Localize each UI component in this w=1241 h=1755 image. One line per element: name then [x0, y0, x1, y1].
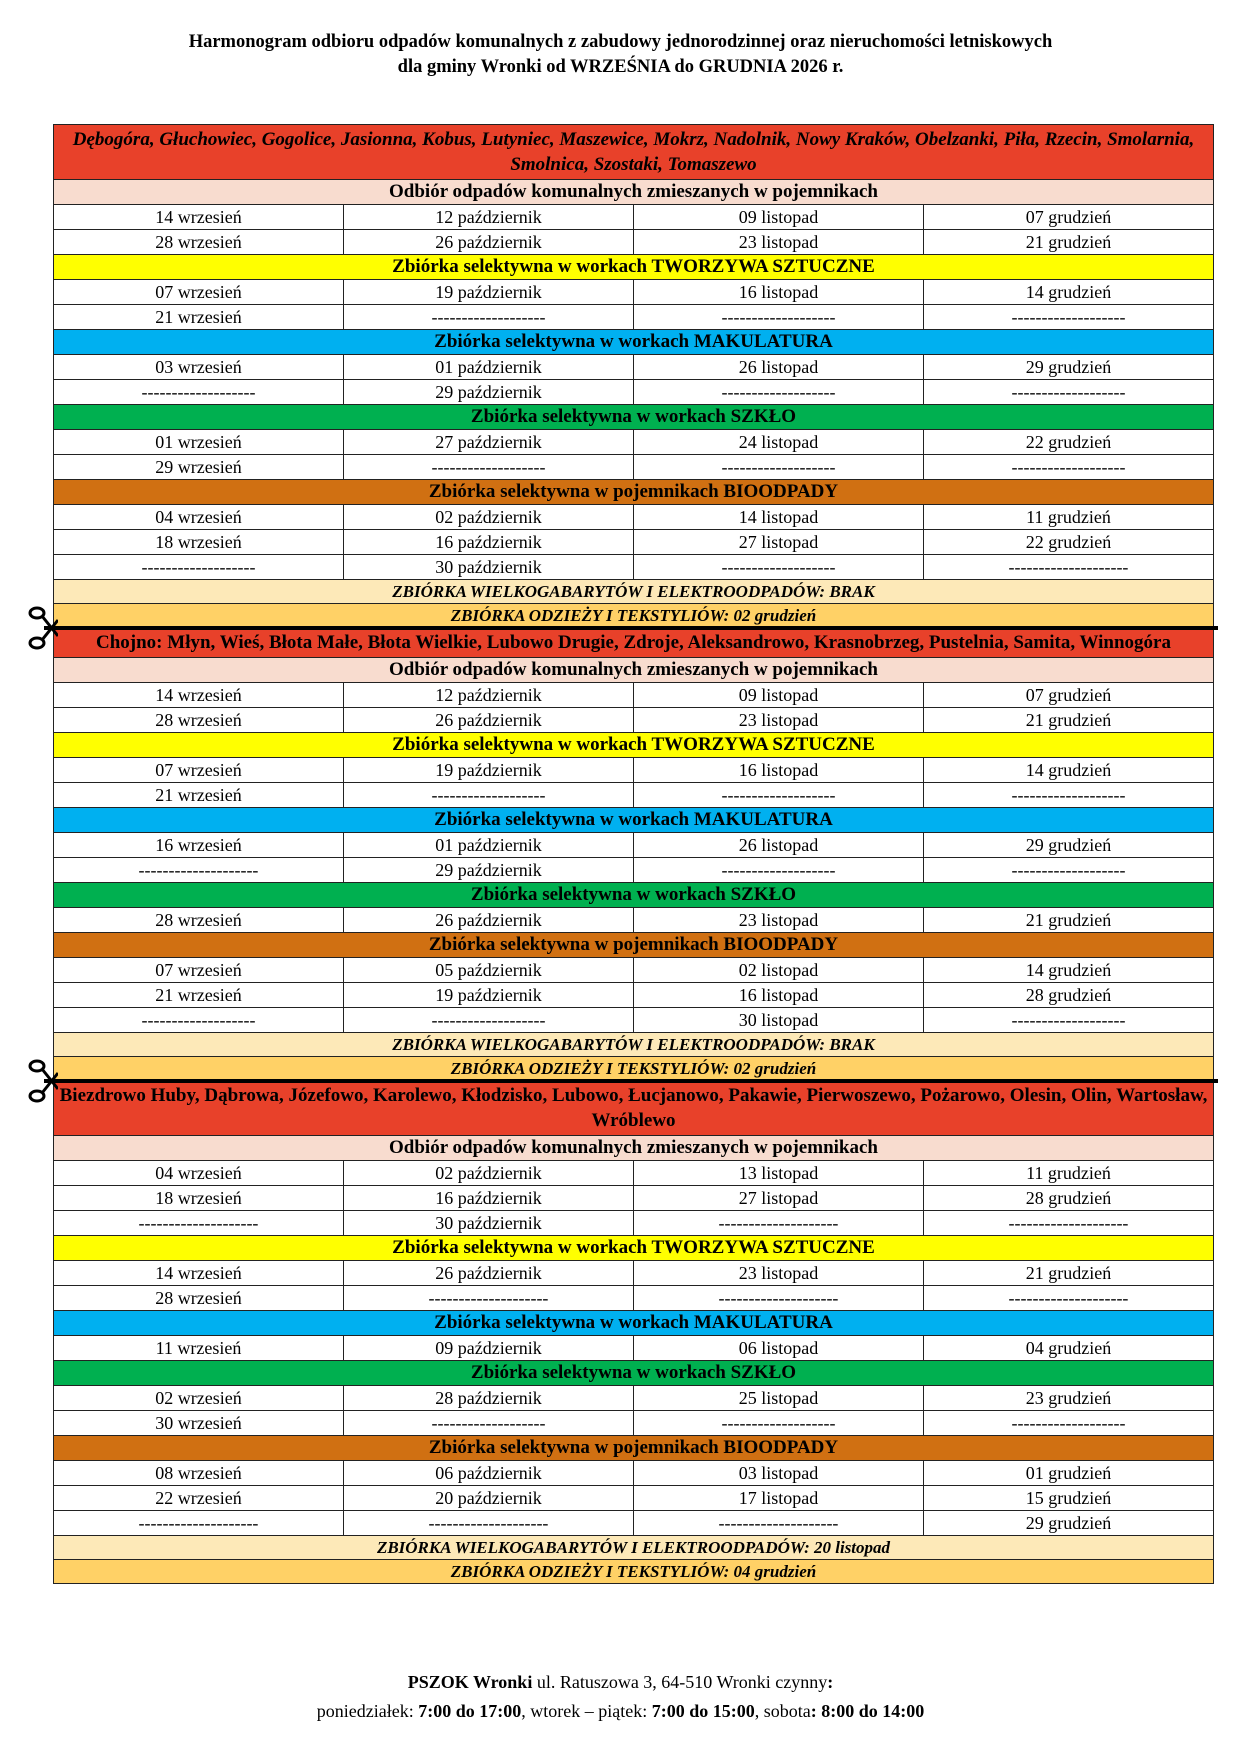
date-cell: 12 październik: [344, 683, 634, 708]
date-cell: 29 wrzesień: [54, 455, 344, 480]
pszok-colon: :: [827, 1672, 834, 1692]
date-cell: 03 listopad: [634, 1461, 924, 1486]
date-cell: 09 listopad: [634, 205, 924, 230]
date-cell: 06 listopad: [634, 1336, 924, 1361]
date-cell: 19 październik: [344, 758, 634, 783]
date-cell: 20 październik: [344, 1486, 634, 1511]
date-cell: 28 wrzesień: [54, 230, 344, 255]
date-cell: 04 grudzień: [924, 1336, 1214, 1361]
date-cell: 14 listopad: [634, 505, 924, 530]
collection-type-mixed: Odbiór odpadów komunalnych zmieszanych w pojemnikach: [54, 1136, 1214, 1161]
bulky-waste-note: ZBIÓRKA WIELKOGABARYTÓW I ELEKTROODPADÓW: 20 listopad: [54, 1536, 1214, 1560]
date-row: [54, 1486, 1214, 1511]
date-cell: 18 wrzesień: [54, 530, 344, 555]
date-cell: --------------------: [924, 1286, 1214, 1311]
collection-type-plastic: Zbiórka selektywna w workach TWORZYWA SZTUCZNE: [54, 733, 1214, 758]
date-cell: -------------------: [634, 305, 924, 330]
date-row: [54, 983, 1214, 1008]
date-cell: 28 wrzesień: [54, 708, 344, 733]
collection-type-row: [54, 1436, 1214, 1461]
hours-sat: : 8:00 do 14:00: [810, 1701, 925, 1721]
date-row: [54, 1411, 1214, 1436]
hours-day-sat: , sobota: [754, 1701, 811, 1721]
date-cell: 02 październik: [344, 1161, 634, 1186]
date-cell: 16 listopad: [634, 758, 924, 783]
date-row: [54, 505, 1214, 530]
date-cell: 23 listopad: [634, 1261, 924, 1286]
date-cell: 07 grudzień: [924, 205, 1214, 230]
schedule-grid: [53, 124, 1214, 1584]
region-title: Dębogóra, Głuchowiec, Gogolice, Jasionna, Kobus, Lutyniec, Maszewice, Mokrz, Nadolnik, Nowy Kraków, Obelzanki, Piła, Rzecin, Smolarnia, Smolnica, Szostaki, Tomaszewo: [54, 125, 1214, 180]
collection-type-row: [54, 733, 1214, 758]
date-cell: 28 grudzień: [924, 1186, 1214, 1211]
hours-day-tue-fri: , wtorek – piątek:: [521, 1701, 652, 1721]
date-cell: 21 grudzień: [924, 708, 1214, 733]
date-cell: 07 wrzesień: [54, 280, 344, 305]
collection-type-row: [54, 405, 1214, 430]
date-cell: --------------------: [344, 1286, 634, 1311]
date-cell: -------------------: [634, 1411, 924, 1436]
date-cell: 16 listopad: [634, 280, 924, 305]
date-cell: 19 październik: [344, 983, 634, 1008]
date-row: [54, 355, 1214, 380]
textile-note: ZBIÓRKA ODZIEŻY I TEKSTYLIÓW: 04 grudzień: [54, 1560, 1214, 1584]
region-title: Biezdrowo Huby, Dąbrowa, Józefowo, Karolewo, Kłodzisko, Lubowo, Łucjanowo, Pakawie, Pierwoszewo, Pożarowo, Olesin, Olin, Wartosław, Wróblewo: [54, 1081, 1214, 1136]
date-cell: -------------------: [54, 380, 344, 405]
date-cell: 14 grudzień: [924, 280, 1214, 305]
date-row: [54, 205, 1214, 230]
date-cell: 19 październik: [344, 280, 634, 305]
date-cell: -------------------: [634, 380, 924, 405]
date-cell: 14 wrzesień: [54, 683, 344, 708]
date-cell: 28 wrzesień: [54, 1286, 344, 1311]
date-cell: -------------------: [924, 380, 1214, 405]
date-cell: 04 wrzesień: [54, 1161, 344, 1186]
date-row: [54, 858, 1214, 883]
date-cell: 21 wrzesień: [54, 305, 344, 330]
date-cell: --------------------: [634, 1511, 924, 1536]
date-cell: --------------------: [924, 1211, 1214, 1236]
date-cell: 03 wrzesień: [54, 355, 344, 380]
date-cell: 01 październik: [344, 833, 634, 858]
date-cell: 30 listopad: [634, 1008, 924, 1033]
date-cell: -------------------: [924, 858, 1214, 883]
date-row: [54, 1161, 1214, 1186]
date-cell: --------------------: [344, 1511, 634, 1536]
date-cell: 26 październik: [344, 230, 634, 255]
date-row: [54, 555, 1214, 580]
collection-type-row: [54, 1311, 1214, 1336]
bulky-waste-note: ZBIÓRKA WIELKOGABARYTÓW I ELEKTROODPADÓW: BRAK: [54, 1033, 1214, 1057]
date-cell: 05 październik: [344, 958, 634, 983]
date-cell: 11 grudzień: [924, 1161, 1214, 1186]
collection-type-plastic: Zbiórka selektywna w workach TWORZYWA SZTUCZNE: [54, 1236, 1214, 1261]
collection-type-row: [54, 180, 1214, 205]
date-cell: 29 grudzień: [924, 1511, 1214, 1536]
hours-day-mon: poniedziałek:: [316, 1701, 419, 1721]
date-cell: 22 grudzień: [924, 530, 1214, 555]
date-row: [54, 280, 1214, 305]
date-cell: 02 wrzesień: [54, 1386, 344, 1411]
date-cell: 01 wrzesień: [54, 430, 344, 455]
date-cell: -------------------: [344, 1008, 634, 1033]
date-cell: 21 grudzień: [924, 230, 1214, 255]
date-cell: 29 grudzień: [924, 833, 1214, 858]
date-cell: 27 październik: [344, 430, 634, 455]
pszok-address-line: [0, 1668, 1241, 1697]
date-cell: -------------------: [54, 1008, 344, 1033]
date-cell: 29 październik: [344, 858, 634, 883]
date-row: [54, 833, 1214, 858]
date-cell: 21 grudzień: [924, 1261, 1214, 1286]
date-row: [54, 305, 1214, 330]
textile-row: [54, 1057, 1214, 1081]
date-cell: 06 październik: [344, 1461, 634, 1486]
schedule-table: [53, 124, 1214, 1584]
date-cell: --------------------: [54, 1511, 344, 1536]
collection-type-paper: Zbiórka selektywna w workach MAKULATURA: [54, 330, 1214, 355]
collection-type-row: [54, 658, 1214, 683]
hours-tue-fri: 7:00 do 15:00: [651, 1701, 755, 1721]
hours-mon: 7:00 do 17:00: [418, 1701, 522, 1721]
pszok-address: ul. Ratuszowa 3, 64-510 Wronki czynny: [532, 1672, 828, 1692]
date-row: [54, 455, 1214, 480]
date-row: [54, 1461, 1214, 1486]
collection-type-paper: Zbiórka selektywna w workach MAKULATURA: [54, 1311, 1214, 1336]
date-row: [54, 380, 1214, 405]
region-header-row: [54, 1081, 1214, 1136]
date-cell: 21 wrzesień: [54, 983, 344, 1008]
date-cell: 12 październik: [344, 205, 634, 230]
pszok-name: PSZOK Wronki: [407, 1672, 533, 1692]
date-cell: 11 grudzień: [924, 505, 1214, 530]
date-cell: --------------------: [924, 555, 1214, 580]
date-cell: 28 październik: [344, 1386, 634, 1411]
collection-type-row: [54, 1236, 1214, 1261]
title-line-2: dla gminy Wronki od WRZEŚNIA do GRUDNIA 2026 r.: [397, 57, 844, 77]
date-cell: 15 grudzień: [924, 1486, 1214, 1511]
date-cell: -------------------: [344, 305, 634, 330]
date-cell: 30 wrzesień: [54, 1411, 344, 1436]
date-cell: 16 wrzesień: [54, 833, 344, 858]
date-cell: --------------------: [634, 1286, 924, 1311]
date-row: [54, 908, 1214, 933]
date-row: [54, 1386, 1214, 1411]
collection-type-mixed: Odbiór odpadów komunalnych zmieszanych w pojemnikach: [54, 180, 1214, 205]
date-cell: -------------------: [344, 1411, 634, 1436]
date-cell: 28 grudzień: [924, 983, 1214, 1008]
date-cell: 07 grudzień: [924, 683, 1214, 708]
date-row: [54, 1336, 1214, 1361]
date-cell: 26 październik: [344, 708, 634, 733]
date-cell: -------------------: [924, 783, 1214, 808]
date-cell: 14 grudzień: [924, 958, 1214, 983]
date-row: [54, 958, 1214, 983]
date-cell: 14 wrzesień: [54, 205, 344, 230]
date-cell: 27 listopad: [634, 1186, 924, 1211]
collection-type-row: [54, 883, 1214, 908]
date-cell: 16 październik: [344, 1186, 634, 1211]
collection-type-mixed: Odbiór odpadów komunalnych zmieszanych w pojemnikach: [54, 658, 1214, 683]
date-cell: 09 listopad: [634, 683, 924, 708]
date-row: [54, 1286, 1214, 1311]
textile-row: [54, 1560, 1214, 1584]
date-cell: -------------------: [634, 455, 924, 480]
bulky-waste-row: [54, 1536, 1214, 1560]
collection-type-row: [54, 808, 1214, 833]
date-cell: 11 wrzesień: [54, 1336, 344, 1361]
date-cell: -------------------: [924, 455, 1214, 480]
date-cell: 23 listopad: [634, 708, 924, 733]
date-row: [54, 758, 1214, 783]
date-row: [54, 1261, 1214, 1286]
textile-note: ZBIÓRKA ODZIEŻY I TEKSTYLIÓW: 02 grudzień: [54, 1057, 1214, 1081]
date-cell: -------------------: [634, 783, 924, 808]
date-cell: 18 wrzesień: [54, 1186, 344, 1211]
date-cell: -------------------: [924, 1008, 1214, 1033]
collection-type-bio: Zbiórka selektywna w pojemnikach BIOODPADY: [54, 480, 1214, 505]
date-cell: 22 wrzesień: [54, 1486, 344, 1511]
date-cell: 26 październik: [344, 908, 634, 933]
date-cell: -------------------: [924, 305, 1214, 330]
date-cell: 26 listopad: [634, 833, 924, 858]
pszok-hours-line: [0, 1697, 1241, 1726]
collection-type-bio: Zbiórka selektywna w pojemnikach BIOODPADY: [54, 1436, 1214, 1461]
date-cell: 23 listopad: [634, 230, 924, 255]
date-cell: 02 listopad: [634, 958, 924, 983]
date-cell: 07 wrzesień: [54, 958, 344, 983]
collection-type-row: [54, 1136, 1214, 1161]
date-row: [54, 530, 1214, 555]
date-row: [54, 783, 1214, 808]
date-cell: 09 październik: [344, 1336, 634, 1361]
date-cell: 29 październik: [344, 380, 634, 405]
date-row: [54, 708, 1214, 733]
date-cell: 04 wrzesień: [54, 505, 344, 530]
date-cell: 26 listopad: [634, 355, 924, 380]
region-header-row: [54, 125, 1214, 180]
collection-type-paper: Zbiórka selektywna w workach MAKULATURA: [54, 808, 1214, 833]
date-cell: 07 wrzesień: [54, 758, 344, 783]
date-row: [54, 1211, 1214, 1236]
date-cell: 30 październik: [344, 555, 634, 580]
date-cell: 27 listopad: [634, 530, 924, 555]
date-cell: 01 grudzień: [924, 1461, 1214, 1486]
date-cell: 25 listopad: [634, 1386, 924, 1411]
collection-type-row: [54, 480, 1214, 505]
collection-type-row: [54, 1361, 1214, 1386]
date-cell: -------------------: [54, 555, 344, 580]
date-cell: 16 listopad: [634, 983, 924, 1008]
region-title: Chojno: Młyn, Wieś, Błota Małe, Błota Wielkie, Lubowo Drugie, Zdroje, Aleksandrowo, Krasnobrzeg, Pustelnia, Samita, Winnogóra: [54, 628, 1214, 658]
date-cell: 23 listopad: [634, 908, 924, 933]
date-cell: --------------------: [54, 858, 344, 883]
date-cell: 21 wrzesień: [54, 783, 344, 808]
date-cell: 23 grudzień: [924, 1386, 1214, 1411]
date-cell: 14 grudzień: [924, 758, 1214, 783]
date-cell: 29 grudzień: [924, 355, 1214, 380]
bulky-waste-row: [54, 580, 1214, 604]
collection-type-row: [54, 330, 1214, 355]
date-row: [54, 230, 1214, 255]
date-cell: 16 październik: [344, 530, 634, 555]
date-cell: 26 październik: [344, 1261, 634, 1286]
date-cell: 02 październik: [344, 505, 634, 530]
bulky-waste-row: [54, 1033, 1214, 1057]
collection-type-row: [54, 933, 1214, 958]
date-cell: --------------------: [54, 1211, 344, 1236]
collection-type-glass: Zbiórka selektywna w workach SZKŁO: [54, 405, 1214, 430]
textile-row: [54, 604, 1214, 628]
collection-type-plastic: Zbiórka selektywna w workach TWORZYWA SZTUCZNE: [54, 255, 1214, 280]
textile-note: ZBIÓRKA ODZIEŻY I TEKSTYLIÓW: 02 grudzień: [54, 604, 1214, 628]
date-cell: -------------------: [344, 783, 634, 808]
date-row: [54, 1008, 1214, 1033]
date-row: [54, 1186, 1214, 1211]
date-cell: 01 październik: [344, 355, 634, 380]
date-row: [54, 430, 1214, 455]
date-cell: -------------------: [924, 1411, 1214, 1436]
pszok-info: [0, 1668, 1241, 1726]
date-cell: 30 październik: [344, 1211, 634, 1236]
bulky-waste-note: ZBIÓRKA WIELKOGABARYTÓW I ELEKTROODPADÓW: BRAK: [54, 580, 1214, 604]
date-cell: 24 listopad: [634, 430, 924, 455]
date-cell: 08 wrzesień: [54, 1461, 344, 1486]
collection-type-bio: Zbiórka selektywna w pojemnikach BIOODPADY: [54, 933, 1214, 958]
date-cell: -------------------: [344, 455, 634, 480]
date-cell: -------------------: [634, 555, 924, 580]
date-cell: 17 listopad: [634, 1486, 924, 1511]
date-cell: 21 grudzień: [924, 908, 1214, 933]
date-row: [54, 683, 1214, 708]
title-line-1: Harmonogram odbioru odpadów komunalnych z zabudowy jednorodzinnej oraz nieruchomości letniskowych: [188, 32, 1053, 52]
date-cell: 14 wrzesień: [54, 1261, 344, 1286]
collection-type-glass: Zbiórka selektywna w workach SZKŁO: [54, 1361, 1214, 1386]
region-header-row: [54, 628, 1214, 658]
date-cell: -------------------: [634, 858, 924, 883]
date-row: [54, 1511, 1214, 1536]
date-cell: 13 listopad: [634, 1161, 924, 1186]
date-cell: 22 grudzień: [924, 430, 1214, 455]
date-cell: --------------------: [634, 1211, 924, 1236]
collection-type-glass: Zbiórka selektywna w workach SZKŁO: [54, 883, 1214, 908]
collection-type-row: [54, 255, 1214, 280]
date-cell: 28 wrzesień: [54, 908, 344, 933]
document-title: [0, 30, 1241, 80]
